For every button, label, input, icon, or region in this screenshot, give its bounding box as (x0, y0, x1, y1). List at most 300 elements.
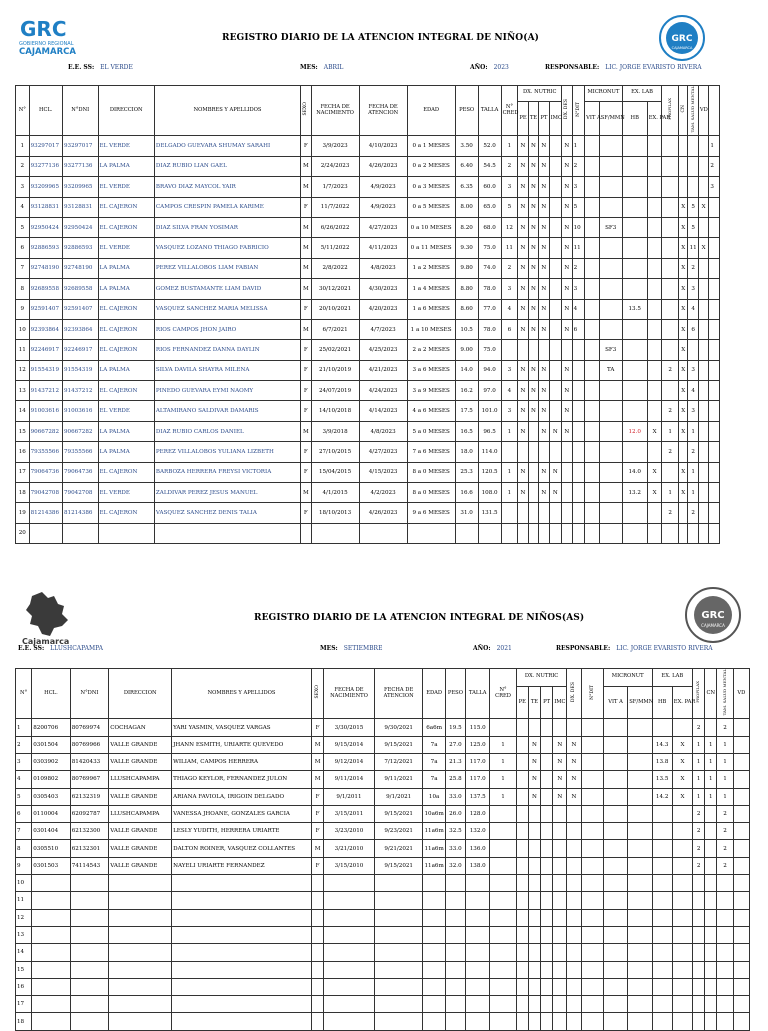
cell-c1: 1 (709, 136, 720, 156)
cell-ncred: 11 (501, 238, 518, 258)
cell-cn: X (679, 238, 688, 258)
responsable-field-2: RESPONSABLE: LIC. JORGE EVARISTO RIVERA (556, 645, 713, 652)
cell-fnac: 9/1/2011 (324, 788, 375, 805)
cell-te: N (528, 319, 538, 339)
cell-vit (585, 319, 600, 339)
cell-te: N (528, 217, 538, 237)
cell-sf (628, 736, 652, 753)
cell-peso: 3.50 (455, 136, 478, 156)
cell-dxdes (567, 909, 581, 926)
cell-dni: 81420433 (70, 753, 109, 770)
cell-pe (516, 823, 528, 840)
cell-ncred: 3 (501, 279, 518, 299)
cell-peso: 18.0 (455, 442, 478, 462)
cell-dni: 80769967 (70, 771, 109, 788)
cell-peso (445, 875, 465, 892)
cell-expar (647, 442, 662, 462)
cell-edad: 10a (423, 788, 445, 805)
cell-hb (652, 875, 672, 892)
cell-dni: 92886593 (63, 238, 99, 258)
cell-vd (698, 523, 708, 543)
cell-n: 1 (16, 719, 32, 736)
cell-dir: LLUSHCAPAMPA (109, 771, 172, 788)
cell-edad: 0 a 11 MESES (407, 238, 455, 258)
cell-expar (647, 156, 662, 176)
cell-sexo: F (301, 197, 311, 217)
svg-text:CAJAMARCA: CAJAMARCA (701, 623, 725, 628)
cell-dni (70, 875, 109, 892)
cell-dxdes: N (562, 238, 572, 258)
cell-hb (622, 177, 647, 197)
cell-profil (693, 875, 705, 892)
cell-vit (585, 401, 600, 421)
cell-sexo (311, 1013, 323, 1030)
cell-faten: 4/27/2023 (359, 217, 407, 237)
cell-hb (622, 381, 647, 401)
cell-sf (599, 503, 622, 523)
cell-profil (693, 892, 705, 909)
cell-pe: N (518, 197, 528, 217)
cell-imc (549, 319, 562, 339)
cell-dir: LA PALMA (98, 258, 154, 278)
cell-hb: 13.5 (622, 299, 647, 319)
cell-dni (63, 523, 99, 543)
cell-dir: EL VERDE (98, 483, 154, 503)
cell-faten: 4/27/2023 (359, 442, 407, 462)
cell-vd (698, 299, 708, 319)
cell-talla: 138.0 (466, 857, 490, 874)
cell-sexo: F (311, 719, 323, 736)
cell-dxdes (567, 961, 581, 978)
cell-dni: 91003616 (63, 401, 99, 421)
cell-nom (172, 892, 312, 909)
cell-faten (374, 1013, 423, 1030)
cell-ndit (572, 462, 585, 482)
cell-vit (585, 462, 600, 482)
cell-sf (628, 961, 652, 978)
cell-n: 12 (16, 360, 30, 380)
cell-vd (733, 926, 749, 943)
cell-dxdes: N (562, 421, 572, 441)
cell-profil: 2 (662, 401, 679, 421)
table-row (16, 238, 720, 258)
cell-pt: N (539, 258, 549, 278)
cell-c1 (709, 381, 720, 401)
table-row (16, 805, 750, 822)
cell-sf (599, 238, 622, 258)
cell-te (528, 1013, 540, 1030)
cell-pe: N (518, 401, 528, 421)
cell-nom: ARIANA FAVIOLA, IRIGOIN DELGADO (172, 788, 312, 805)
cell-vit (585, 279, 600, 299)
cell-dir (109, 978, 172, 995)
cell-sexo (311, 961, 323, 978)
cell-ndit (581, 1013, 603, 1030)
cell-faten: 9/11/2021 (374, 771, 423, 788)
cell-ncred: 6 (501, 319, 518, 339)
table-row (16, 217, 720, 237)
cell-imc (549, 258, 562, 278)
cell-dni: 81214386 (63, 503, 99, 523)
cell-ndit (572, 442, 585, 462)
cell-faten: 4/21/2023 (359, 360, 407, 380)
cell-talla (466, 926, 490, 943)
cell-ncred (490, 823, 516, 840)
cell-pe (516, 736, 528, 753)
cell-faten (374, 926, 423, 943)
cell-nom: DALTON ROINER, VASQUEZ COLLANTES (172, 840, 312, 857)
cell-n: 13 (16, 926, 32, 943)
cell-hcl: 0301503 (32, 857, 71, 874)
cell-imc (553, 996, 567, 1013)
cell-profil: 2 (693, 823, 705, 840)
cell-edad: 9 a 6 MESES (407, 503, 455, 523)
cell-imc (549, 217, 562, 237)
cell-dir (109, 1013, 172, 1030)
cell-vd (698, 483, 708, 503)
cell-sexo (311, 926, 323, 943)
table-row (16, 736, 750, 753)
cell-ndit: 3 (572, 177, 585, 197)
cell-fnac: 3/9/2023 (311, 136, 359, 156)
cell-dni: 92246917 (63, 340, 99, 360)
cell-sf (628, 875, 652, 892)
cell-hb (652, 1013, 672, 1030)
table-row (16, 719, 750, 736)
cell-vd (733, 771, 749, 788)
cell-te (528, 421, 538, 441)
cell-tam (688, 177, 698, 197)
cell-ndit (581, 978, 603, 995)
cell-fnac: 11/7/2022 (311, 197, 359, 217)
cell-vit (603, 736, 627, 753)
cell-n: 14 (16, 944, 32, 961)
cell-fnac: 15/04/2015 (311, 462, 359, 482)
cell-imc (549, 523, 562, 543)
cell-faten: 4/26/2023 (359, 156, 407, 176)
cell-dir: EL CAJERON (98, 197, 154, 217)
cell-vit (603, 1013, 627, 1030)
cell-hcl: 79042708 (29, 483, 62, 503)
cell-edad: 1 a 6 MESES (407, 299, 455, 319)
cell-peso: 19.5 (445, 719, 465, 736)
cell-ncred: 1 (490, 753, 516, 770)
cell-sexo: F (301, 381, 311, 401)
table-row (16, 944, 750, 961)
cell-talla: 75.0 (478, 238, 501, 258)
cell-hb (622, 258, 647, 278)
cell-te (528, 823, 540, 840)
cell-imc (553, 978, 567, 995)
cell-tam: 3 (688, 401, 698, 421)
cell-dir: LA PALMA (98, 421, 154, 441)
cell-te (528, 961, 540, 978)
cell-sexo: M (311, 771, 323, 788)
cell-ndit (581, 823, 603, 840)
cell-edad: 11a6m (423, 823, 445, 840)
cell-vit (585, 197, 600, 217)
cell-edad: 7 a 6 MESES (407, 442, 455, 462)
cell-hb (622, 340, 647, 360)
cell-c1 (709, 442, 720, 462)
cell-faten: 9/21/2021 (374, 840, 423, 857)
cell-pt: N (539, 360, 549, 380)
cell-faten: 4/9/2023 (359, 177, 407, 197)
cell-c1 (709, 503, 720, 523)
cell-imc (549, 442, 562, 462)
cell-cn (705, 875, 717, 892)
cell-expar: X (672, 753, 692, 770)
cell-pt: N (539, 483, 549, 503)
cell-ndit (572, 421, 585, 441)
cell-vit (585, 238, 600, 258)
cell-profil (662, 340, 679, 360)
cell-sexo: M (301, 258, 311, 278)
cell-vd (733, 857, 749, 874)
cell-ndit (572, 381, 585, 401)
cell-edad (423, 875, 445, 892)
cell-vit (585, 258, 600, 278)
cell-edad: 0 a 1 MESES (407, 136, 455, 156)
cell-expar (647, 197, 662, 217)
cell-faten: 4/8/2023 (359, 258, 407, 278)
cell-tam: 4 (688, 299, 698, 319)
cell-faten: 9/15/2021 (374, 857, 423, 874)
cell-expar (647, 177, 662, 197)
cell-fnac: 3/30/2015 (324, 719, 375, 736)
cell-peso: 21.3 (445, 753, 465, 770)
cell-dni: 62092787 (70, 805, 109, 822)
cell-pt: N (539, 299, 549, 319)
cell-sf (628, 823, 652, 840)
table-row (16, 771, 750, 788)
cell-peso: 16.5 (455, 421, 478, 441)
cell-te (528, 840, 540, 857)
cell-dir (109, 909, 172, 926)
cell-vd: X (698, 238, 708, 258)
cell-vit (585, 340, 600, 360)
cell-pe: N (518, 258, 528, 278)
cell-hb (652, 909, 672, 926)
cell-cn (705, 805, 717, 822)
cell-tam: 1 (688, 483, 698, 503)
cell-dir (109, 944, 172, 961)
cell-vd (733, 840, 749, 857)
cell-hcl (32, 909, 71, 926)
cell-ndit (581, 771, 603, 788)
cell-pt (541, 753, 553, 770)
cell-sf (599, 197, 622, 217)
cell-ncred: 4 (501, 381, 518, 401)
cell-peso: 6.35 (455, 177, 478, 197)
cell-vd (733, 753, 749, 770)
cell-vd (733, 823, 749, 840)
cell-vd (733, 944, 749, 961)
cell-vit (603, 857, 627, 874)
table-row (16, 840, 750, 857)
cell-sexo (311, 892, 323, 909)
cell-nom: DIAZ RUBIO LIAN GAEL (154, 156, 300, 176)
cell-te: N (528, 771, 540, 788)
cell-profil: 2 (693, 857, 705, 874)
cell-expar (647, 503, 662, 523)
cell-ndit: 6 (572, 319, 585, 339)
cell-vit (603, 788, 627, 805)
cell-ncred (501, 523, 518, 543)
cell-tam: 2 (688, 503, 698, 523)
cell-vit (603, 978, 627, 995)
cell-vit (585, 483, 600, 503)
cell-n: 18 (16, 1013, 32, 1030)
cell-sexo (311, 996, 323, 1013)
cell-sf (599, 177, 622, 197)
cell-n: 4 (16, 771, 32, 788)
cell-dir (98, 523, 154, 543)
cell-pt (541, 875, 553, 892)
cell-sexo: F (301, 503, 311, 523)
cell-n: 20 (16, 523, 30, 543)
cell-dir: EL CAJERON (98, 319, 154, 339)
cell-talla: 131.5 (478, 503, 501, 523)
cell-faten (374, 892, 423, 909)
cell-sexo: M (311, 753, 323, 770)
cell-c1 (709, 299, 720, 319)
cell-vd (698, 462, 708, 482)
cell-sf (599, 462, 622, 482)
cell-imc (549, 156, 562, 176)
cell-nom: DIAZ RUBIO CARLOS DANIEL (154, 421, 300, 441)
table-row (16, 961, 750, 978)
cell-expar: X (672, 788, 692, 805)
cell-sf (628, 857, 652, 874)
cell-te (528, 719, 540, 736)
anio-field: AÑO: 2023 (470, 64, 509, 71)
cell-te: N (528, 197, 538, 217)
cell-imc (553, 857, 567, 874)
cell-edad: 3 a 9 MESES (407, 381, 455, 401)
cell-vit (603, 875, 627, 892)
cell-te (528, 926, 540, 943)
cell-peso: 8.00 (455, 197, 478, 217)
cell-edad: 7a (423, 771, 445, 788)
cell-talla (466, 996, 490, 1013)
cell-tam (717, 1013, 733, 1030)
cell-edad (423, 996, 445, 1013)
cell-vit (585, 217, 600, 237)
table-row (16, 875, 750, 892)
cell-pt: N (539, 381, 549, 401)
cell-imc (549, 136, 562, 156)
cell-vd (733, 875, 749, 892)
cell-dir: EL CAJERON (98, 299, 154, 319)
cell-vit (585, 177, 600, 197)
cell-cn: X (679, 381, 688, 401)
cell-edad (423, 961, 445, 978)
cell-c1 (709, 360, 720, 380)
cell-expar: X (672, 771, 692, 788)
cell-nom (172, 909, 312, 926)
cell-dir: EL CAJERON (98, 462, 154, 482)
cell-talla: 114.0 (478, 442, 501, 462)
cell-hcl (32, 1013, 71, 1030)
cell-tam (688, 523, 698, 543)
cell-sf (599, 156, 622, 176)
cell-pt (541, 857, 553, 874)
cell-pt: N (539, 238, 549, 258)
cell-hcl (32, 926, 71, 943)
cell-profil (693, 961, 705, 978)
cell-dxdes: N (562, 401, 572, 421)
cell-te (528, 503, 538, 523)
cell-nom (154, 523, 300, 543)
cell-faten: 4/30/2023 (359, 279, 407, 299)
cell-tam: 6 (688, 319, 698, 339)
cell-imc (553, 1013, 567, 1030)
cell-pe (516, 892, 528, 909)
cell-hcl: 92748190 (29, 258, 62, 278)
cell-ncred (490, 1013, 516, 1030)
cell-imc: N (549, 421, 562, 441)
cell-pe: N (518, 238, 528, 258)
cell-tam (717, 978, 733, 995)
cell-dxdes (562, 503, 572, 523)
table-row (16, 462, 720, 482)
cell-fnac: 9/15/2014 (324, 736, 375, 753)
cell-te: N (528, 238, 538, 258)
cell-sf (628, 753, 652, 770)
cell-ncred: 1 (490, 736, 516, 753)
cell-sf (628, 944, 652, 961)
table-row (16, 381, 720, 401)
cell-vit (603, 823, 627, 840)
cell-vd (733, 736, 749, 753)
cell-vit (603, 892, 627, 909)
cell-dir: EL VERDE (98, 401, 154, 421)
cell-ncred: 3 (501, 401, 518, 421)
cell-pt: N (539, 421, 549, 441)
cell-sexo: M (301, 319, 311, 339)
cell-cn: X (679, 340, 688, 360)
cell-hcl: 92689558 (29, 279, 62, 299)
cell-tam (717, 944, 733, 961)
cell-dxdes: N (562, 299, 572, 319)
cell-hb: 13.5 (652, 771, 672, 788)
cell-vd (698, 421, 708, 441)
cell-n: 1 (16, 136, 30, 156)
cell-ndit (581, 996, 603, 1013)
cell-tam (717, 996, 733, 1013)
cell-cn (679, 136, 688, 156)
cell-hcl: 91554319 (29, 360, 62, 380)
cell-sexo: M (301, 483, 311, 503)
cell-vit (585, 503, 600, 523)
cell-ncred: 4 (501, 299, 518, 319)
cell-vit (603, 961, 627, 978)
cell-vit (603, 753, 627, 770)
cell-pt (541, 926, 553, 943)
cell-cn (705, 961, 717, 978)
cell-sf (599, 421, 622, 441)
cell-imc (553, 840, 567, 857)
cell-dir: VALLE GRANDE (109, 788, 172, 805)
cell-faten: 4/20/2023 (359, 299, 407, 319)
cell-c1 (709, 483, 720, 503)
cell-peso (445, 944, 465, 961)
table-row (16, 319, 720, 339)
cell-edad: 1 a 4 MESES (407, 279, 455, 299)
cell-tam: 1 (688, 421, 698, 441)
cell-hcl: 92246917 (29, 340, 62, 360)
